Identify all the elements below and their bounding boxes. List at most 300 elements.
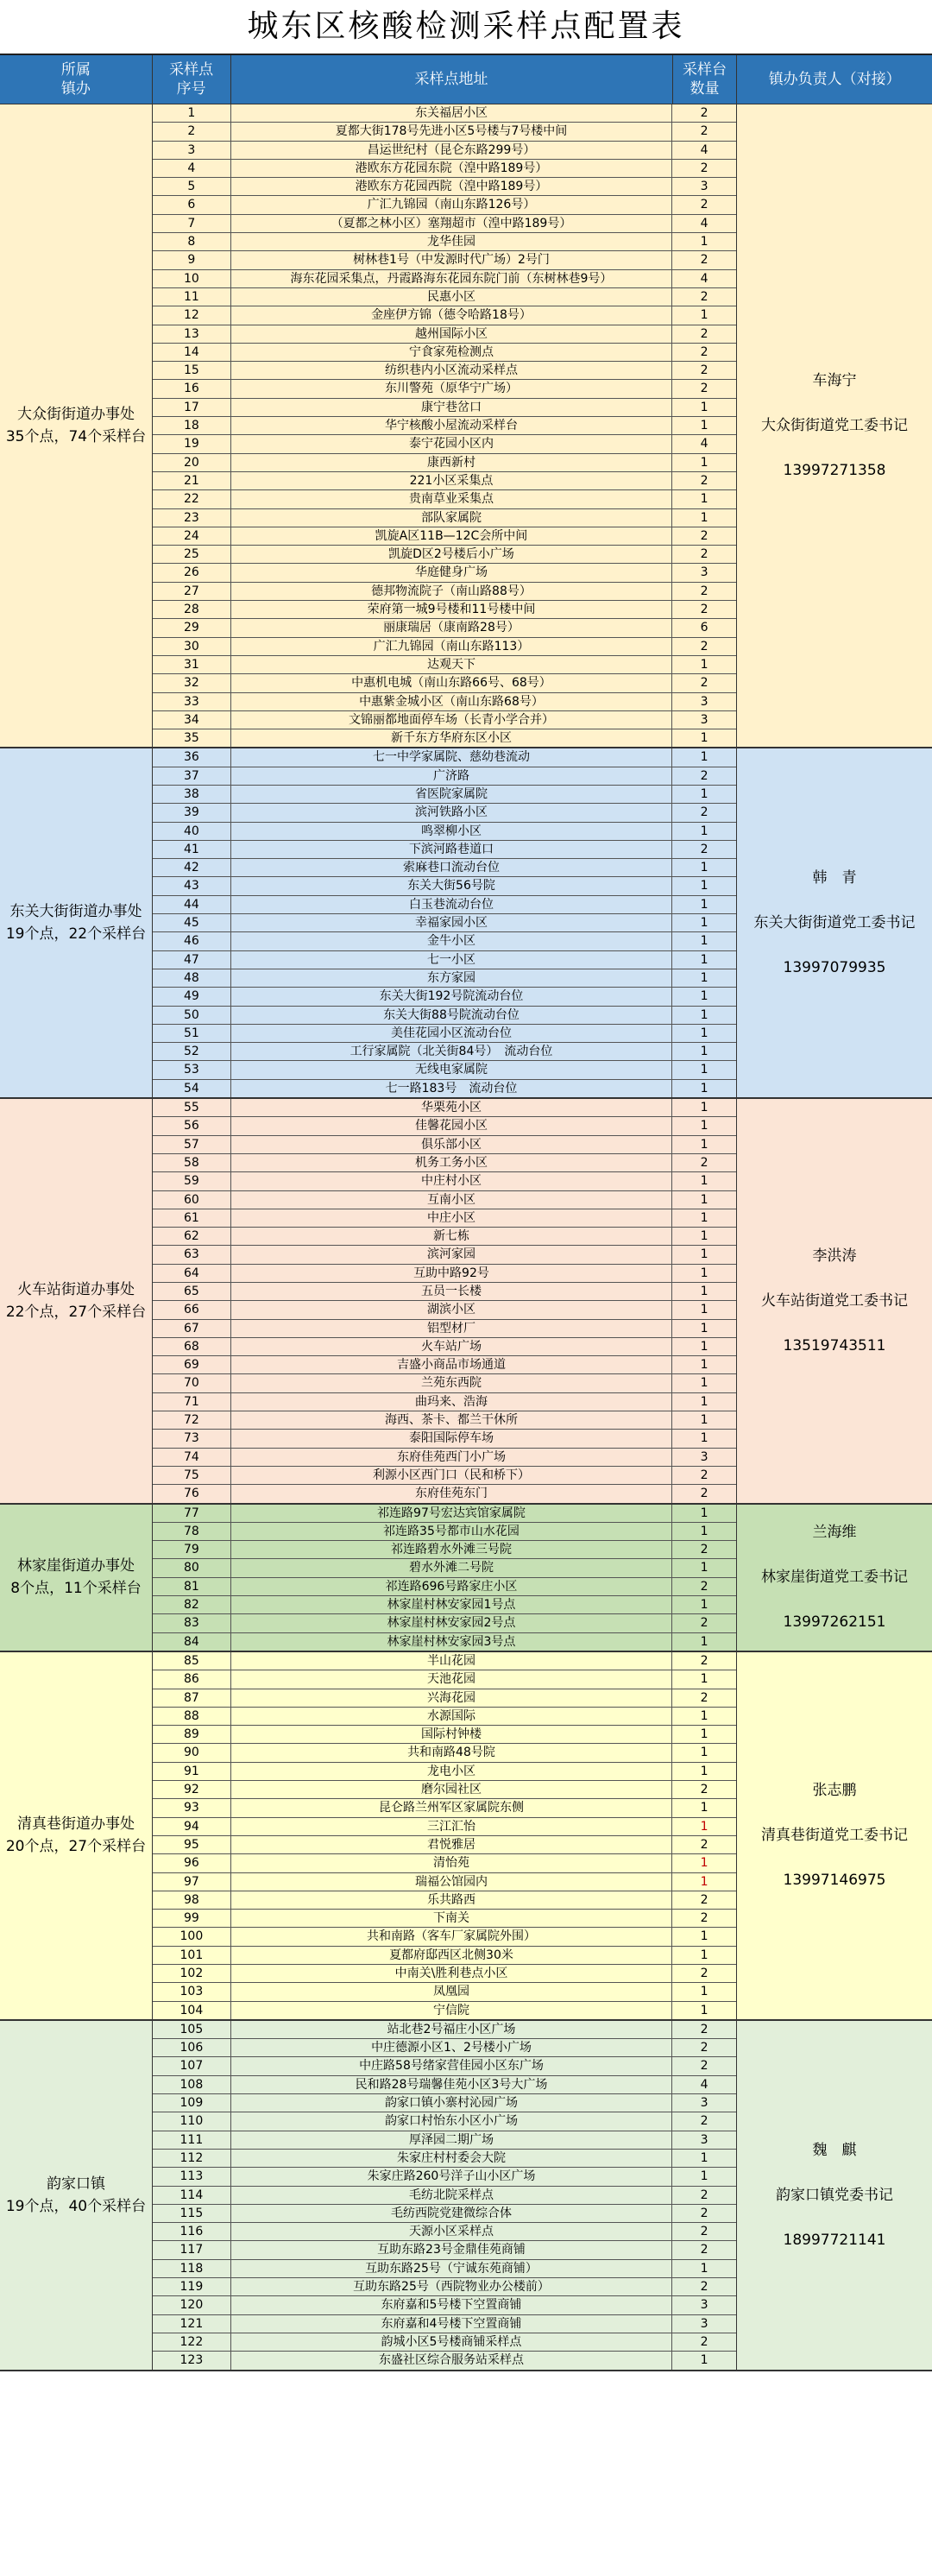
site-address: 瑞福公馆园内 [231, 1873, 672, 1891]
site-address: 吉盛小商品市场通道 [231, 1356, 672, 1373]
table-row [153, 2352, 736, 2369]
site-number: 7 [153, 215, 231, 232]
site-address: 祁连路35号都市山水花园 [231, 1523, 672, 1540]
site-number: 87 [153, 1689, 231, 1707]
leader-cell [737, 1099, 932, 1503]
table-row [153, 1596, 736, 1614]
site-address: 互助东路25号（西院物业办公楼前） [231, 2278, 672, 2295]
station-count: 1 [700, 1727, 708, 1742]
table-row [153, 619, 736, 637]
site-address: 东关福居小区 [231, 104, 672, 122]
table-row [153, 1411, 736, 1430]
table-row [153, 583, 736, 601]
site-address: 站北巷2号福庄小区广场 [231, 2021, 672, 2038]
table-row [153, 693, 736, 711]
site-address: 互助东路23号金鼎佳苑商铺 [231, 2241, 672, 2258]
site-number: 90 [153, 1744, 231, 1761]
site-address: 民和路28号瑞馨佳苑小区3号大广场 [231, 2076, 672, 2093]
station-count: 3 [700, 180, 708, 194]
station-count: 2 [700, 2225, 708, 2239]
site-address: 天源小区采样点 [231, 2223, 672, 2240]
site-number: 18 [153, 417, 231, 434]
table-body [0, 104, 932, 2371]
site-address: 机务工务小区 [231, 1154, 672, 1171]
town-name: 林家崖街道办事处 [17, 1557, 135, 1575]
site-address: 荣府第一城9号楼和11号楼中间 [231, 601, 672, 618]
station-count: 2 [700, 584, 708, 598]
site-address: 昌运世纪村（昆仑东路299号） [231, 142, 672, 159]
station-count: 1 [700, 455, 708, 470]
station-count: 1 [700, 731, 708, 746]
station-count: 4 [700, 216, 708, 230]
site-address: 东府佳苑西门小广场 [231, 1449, 672, 1466]
site-number: 24 [153, 527, 231, 545]
station-count: 2 [700, 603, 708, 617]
site-address: 金牛小区 [231, 932, 672, 950]
site-number: 33 [153, 693, 231, 710]
site-number: 61 [153, 1209, 231, 1227]
site-address: 部队家属院 [231, 509, 672, 527]
site-address: 康西新村 [231, 454, 672, 471]
site-address: 宁信院 [231, 2002, 672, 2019]
table-row [153, 1117, 736, 1135]
site-address: 无线电家属院 [231, 1061, 672, 1078]
table-row [153, 1154, 736, 1172]
site-address: 鸣翠柳小区 [231, 823, 672, 840]
site-number: 6 [153, 196, 231, 213]
table-row [153, 1523, 736, 1541]
table-row [153, 1172, 736, 1190]
table-row [153, 877, 736, 895]
station-count: 4 [700, 437, 708, 451]
site-address: 利源小区西门口（民和桥下） [231, 1467, 672, 1484]
table-row [153, 1614, 736, 1632]
site-address: 兰苑东西院 [231, 1374, 672, 1392]
table-row [153, 1744, 736, 1762]
station-count: 2 [700, 1892, 708, 1907]
table-row [153, 417, 736, 435]
site-address: 凤凰园 [231, 1983, 672, 2000]
table-row [153, 2039, 736, 2057]
site-address: 达观天下 [231, 656, 672, 673]
site-number: 57 [153, 1136, 231, 1153]
site-number: 102 [153, 1965, 231, 1982]
station-count: 1 [700, 2353, 708, 2368]
site-address: 互南小区 [231, 1191, 672, 1209]
site-number: 110 [153, 2112, 231, 2130]
station-count: 1 [700, 1856, 708, 1871]
station-count: 1 [700, 657, 708, 672]
station-count: 3 [700, 2096, 708, 2111]
site-number: 72 [153, 1411, 231, 1429]
station-count: 1 [700, 1007, 708, 1022]
station-count: 2 [700, 382, 708, 396]
table-row [153, 1689, 736, 1708]
station-count: 2 [700, 1155, 708, 1170]
site-address: 文锦丽都地面停车场（长青小学合并） [231, 711, 672, 729]
site-address: 清怡苑 [231, 1854, 672, 1872]
table-row [153, 2241, 736, 2259]
table-row [153, 601, 736, 619]
station-count: 1 [700, 1026, 708, 1040]
site-address: 贵南草业采集点 [231, 490, 672, 508]
table-row [153, 1374, 736, 1392]
site-address: 泰宁花园小区内 [231, 435, 672, 452]
station-count: 2 [700, 842, 708, 856]
station-count: 3 [700, 712, 708, 727]
table-row [153, 2315, 736, 2333]
header-address: 采样点地址 [231, 55, 673, 104]
site-number: 11 [153, 288, 231, 306]
site-address: 佳馨花园小区 [231, 1117, 672, 1134]
station-count: 1 [700, 1210, 708, 1225]
station-count: 1 [700, 824, 708, 838]
station-count: 2 [700, 1487, 708, 1501]
site-address: 朱家庄路260号洋子山小区广场 [231, 2168, 672, 2185]
site-number: 81 [153, 1578, 231, 1595]
table-row [153, 2094, 736, 2112]
site-number: 115 [153, 2205, 231, 2222]
table-row [153, 2333, 736, 2352]
station-count: 1 [700, 1229, 708, 1244]
table-row [153, 1670, 736, 1689]
table-row [153, 1505, 736, 1523]
station-count: 2 [700, 2334, 708, 2349]
leader-role: 火车站街道党工委书记 [761, 1291, 908, 1310]
table-row [153, 1025, 736, 1043]
table-row [153, 2296, 736, 2314]
site-address: 中惠机电城（南山东路66号、68号） [231, 674, 672, 691]
station-count: 1 [700, 1376, 708, 1391]
station-count: 1 [700, 1672, 708, 1687]
town-group [0, 2021, 932, 2371]
station-count: 2 [700, 1911, 708, 1926]
leader-role: 林家崖街道党工委书记 [761, 1569, 908, 1587]
table-row [153, 490, 736, 508]
table-row [153, 123, 736, 141]
table-row [153, 1320, 736, 1338]
site-address: 东关大街56号院 [231, 877, 672, 894]
leader-name: 魏 麒 [812, 2141, 857, 2159]
station-count: 2 [700, 1468, 708, 1482]
table-row [153, 344, 736, 362]
header-count: 采样台 数量 [673, 55, 738, 104]
site-address: 互助中路92号 [231, 1265, 672, 1282]
site-number: 75 [153, 1467, 231, 1484]
site-number: 73 [153, 1430, 231, 1447]
site-number: 88 [153, 1708, 231, 1725]
site-address: 广汇九锦园（南山东路126号） [231, 196, 672, 213]
site-number: 69 [153, 1356, 231, 1373]
station-count: 2 [700, 253, 708, 268]
site-number: 19 [153, 435, 231, 452]
site-number: 78 [153, 1523, 231, 1540]
site-address: 火车站广场 [231, 1338, 672, 1355]
site-address: 龙华佳园 [231, 233, 672, 250]
site-number: 10 [153, 270, 231, 287]
site-number: 30 [153, 638, 231, 655]
site-number: 70 [153, 1374, 231, 1392]
station-count: 1 [700, 1394, 708, 1409]
table-row [153, 233, 736, 251]
station-count: 1 [700, 1266, 708, 1280]
site-address: 龙电小区 [231, 1763, 672, 1780]
table-row [153, 1799, 736, 1817]
site-address: 夏都府邸西区北侧30米 [231, 1947, 672, 1964]
table-row [153, 1485, 736, 1502]
table-row [153, 1209, 736, 1228]
table-row [153, 1633, 736, 1651]
table-row [153, 1578, 736, 1596]
table-row [153, 1136, 736, 1154]
station-count: 1 [700, 510, 708, 525]
site-address: 林家崖村林安家园2号点 [231, 1614, 672, 1632]
station-count: 1 [700, 934, 708, 949]
station-count: 2 [700, 344, 708, 359]
site-address: 东方家园 [231, 969, 672, 987]
table-row [153, 1559, 736, 1577]
table-row [153, 251, 736, 269]
site-address: 越州国际小区 [231, 325, 672, 343]
site-address: 七一路183号 流动台位 [231, 1080, 672, 1097]
leader-phone: 13519743511 [783, 1336, 886, 1354]
site-list [153, 748, 737, 1097]
table-row [153, 178, 736, 196]
station-count: 2 [700, 1653, 708, 1668]
site-number: 107 [153, 2057, 231, 2074]
station-count: 2 [700, 326, 708, 341]
site-number: 67 [153, 1320, 231, 1337]
site-number: 77 [153, 1505, 231, 1522]
site-address: 韵城小区5号楼商铺采样点 [231, 2333, 672, 2351]
site-number: 39 [153, 804, 231, 821]
site-address: 朱家庄村村委会大院 [231, 2150, 672, 2167]
site-number: 89 [153, 1726, 231, 1743]
table-row [153, 1910, 736, 1928]
town-cell [0, 1505, 153, 1651]
town-cell [0, 1099, 153, 1503]
site-address: 华栗苑小区 [231, 1099, 672, 1116]
station-count: 1 [700, 1081, 708, 1095]
station-count: 1 [700, 750, 708, 765]
leader-name: 兰海维 [812, 1524, 857, 1542]
site-address: 君悦雅居 [231, 1836, 672, 1853]
table-row [153, 711, 736, 729]
site-number: 26 [153, 564, 231, 581]
site-number: 82 [153, 1596, 231, 1613]
table-row [153, 2187, 736, 2205]
table-row [153, 786, 736, 804]
station-count: 1 [700, 1801, 708, 1815]
site-address: 下滨河路巷道口 [231, 841, 672, 858]
site-number: 40 [153, 823, 231, 840]
table-row [153, 1099, 736, 1117]
station-count: 2 [700, 805, 708, 820]
table-row [153, 142, 736, 160]
table-row [153, 1191, 736, 1209]
site-address: 新千东方华府东区小区 [231, 729, 672, 747]
leader-role: 大众街街道党工委书记 [761, 417, 908, 435]
table-row [153, 1947, 736, 1965]
station-count: 1 [700, 1192, 708, 1207]
site-number: 17 [153, 399, 231, 416]
site-address: 东盛社区综合服务站采样点 [231, 2352, 672, 2369]
site-address: 索麻巷口流动台位 [231, 859, 672, 876]
table-row [153, 215, 736, 233]
site-number: 65 [153, 1283, 231, 1300]
station-count: 1 [700, 1948, 708, 1962]
site-number: 71 [153, 1393, 231, 1411]
site-address: 东关大街88号院流动台位 [231, 1007, 672, 1024]
station-count: 1 [700, 1321, 708, 1335]
site-address: 幸福家园小区 [231, 914, 672, 931]
site-number: 23 [153, 509, 231, 527]
station-count: 1 [700, 1764, 708, 1778]
station-count: 1 [700, 1285, 708, 1298]
site-number: 120 [153, 2296, 231, 2314]
table-row [153, 2076, 736, 2094]
station-count: 3 [700, 2298, 708, 2313]
site-number: 32 [153, 674, 231, 691]
site-address: 中庄小区 [231, 1209, 672, 1227]
table-row [153, 1007, 736, 1025]
station-count: 4 [700, 2077, 708, 2092]
table-row [153, 196, 736, 214]
site-number: 50 [153, 1007, 231, 1024]
town-group [0, 1652, 932, 2021]
site-address: 下南关 [231, 1910, 672, 1927]
site-address: 泰阳国际停车场 [231, 1430, 672, 1447]
leader-phone: 18997721141 [783, 2231, 886, 2249]
table-row [153, 564, 736, 582]
station-count: 1 [700, 1413, 708, 1428]
site-number: 3 [153, 142, 231, 159]
site-address: 昆仑路兰州军区家属院东侧 [231, 1799, 672, 1816]
site-address: 凯旋D区2号楼后小广场 [231, 546, 672, 563]
site-address: 东府嘉和4号楼下空置商铺 [231, 2315, 672, 2333]
site-number: 108 [153, 2076, 231, 2093]
site-address: 中庄路58号绪家营佳园小区东广场 [231, 2057, 672, 2074]
site-number: 36 [153, 748, 231, 766]
site-address: 华宁核酸小屋流动采样台 [231, 417, 672, 434]
site-number: 109 [153, 2094, 231, 2112]
station-count: 2 [700, 473, 708, 488]
station-count: 1 [700, 1174, 708, 1189]
site-number: 9 [153, 251, 231, 268]
site-address: 半山花园 [231, 1652, 672, 1670]
station-count: 1 [700, 1358, 708, 1373]
site-address: 工行家属院（北关街84号） 流动台位 [231, 1043, 672, 1060]
site-address: 碧水外滩二号院 [231, 1559, 672, 1576]
site-address: 七一中学家属院、慈幼巷流动 [231, 748, 672, 766]
site-address: 天池花园 [231, 1670, 672, 1688]
table-row [153, 2112, 736, 2131]
station-count: 2 [700, 2188, 708, 2202]
site-number: 116 [153, 2223, 231, 2240]
station-count: 2 [700, 2114, 708, 2129]
site-address: 美佳花园小区流动台位 [231, 1025, 672, 1042]
site-number: 20 [153, 454, 231, 471]
table-row [153, 2223, 736, 2241]
station-count: 1 [700, 235, 708, 249]
site-address: 水源国际 [231, 1708, 672, 1725]
station-count: 3 [700, 1449, 708, 1464]
table-row [153, 1246, 736, 1264]
site-address: 俱乐部小区 [231, 1136, 672, 1153]
table-row [153, 1726, 736, 1744]
station-count: 1 [700, 2261, 708, 2276]
table-row [153, 1301, 736, 1319]
table-row [153, 1228, 736, 1246]
site-address: 七一小区 [231, 951, 672, 969]
site-number: 41 [153, 841, 231, 858]
station-count: 2 [700, 2022, 708, 2036]
site-list [153, 104, 737, 747]
table-row [153, 988, 736, 1006]
site-number: 63 [153, 1246, 231, 1263]
table-row [153, 1891, 736, 1910]
leader-cell [737, 1505, 932, 1651]
table-row [153, 823, 736, 841]
table-row [153, 638, 736, 656]
site-number: 54 [153, 1080, 231, 1097]
table-row [153, 472, 736, 490]
site-number: 12 [153, 306, 231, 324]
table-row [153, 2168, 736, 2186]
station-count: 2 [700, 1837, 708, 1852]
station-count: 1 [700, 1708, 708, 1723]
station-count: 1 [700, 308, 708, 323]
site-number: 84 [153, 1633, 231, 1651]
table-row [153, 1080, 736, 1097]
site-number: 80 [153, 1559, 231, 1576]
station-count: 1 [700, 2169, 708, 2184]
site-address: 东关大街192号院流动台位 [231, 988, 672, 1005]
station-count: 1 [700, 1045, 708, 1059]
table-row [153, 1983, 736, 2001]
station-count: 2 [700, 676, 708, 691]
town-cell [0, 104, 153, 747]
site-address: 铝型材厂 [231, 1320, 672, 1337]
site-number: 123 [153, 2352, 231, 2369]
site-address: 树林巷1号（中发源时代广场）2号门 [231, 251, 672, 268]
table-row [153, 104, 736, 123]
town-name: 韵家口镇 [47, 2175, 105, 2193]
site-number: 97 [153, 1873, 231, 1891]
site-number: 14 [153, 344, 231, 361]
site-number: 74 [153, 1449, 231, 1466]
table-row [153, 729, 736, 747]
site-address: 共和南路48号院 [231, 1744, 672, 1761]
leader-phone: 13997271358 [783, 462, 886, 480]
site-number: 79 [153, 1541, 231, 1558]
station-count: 2 [700, 768, 708, 783]
site-number: 16 [153, 380, 231, 397]
site-address: 韵家口村怡东小区小广场 [231, 2112, 672, 2130]
site-number: 46 [153, 932, 231, 950]
site-number: 91 [153, 1763, 231, 1780]
site-number: 13 [153, 325, 231, 343]
station-count: 1 [700, 492, 708, 507]
station-count: 2 [700, 124, 708, 139]
site-number: 118 [153, 2260, 231, 2277]
site-address: 互助东路25号（宁诚东苑商铺） [231, 2260, 672, 2277]
table-row [153, 2278, 736, 2296]
station-count: 1 [700, 2150, 708, 2165]
site-number: 38 [153, 786, 231, 803]
site-address: 兴海花园 [231, 1689, 672, 1707]
site-number: 1 [153, 104, 231, 122]
